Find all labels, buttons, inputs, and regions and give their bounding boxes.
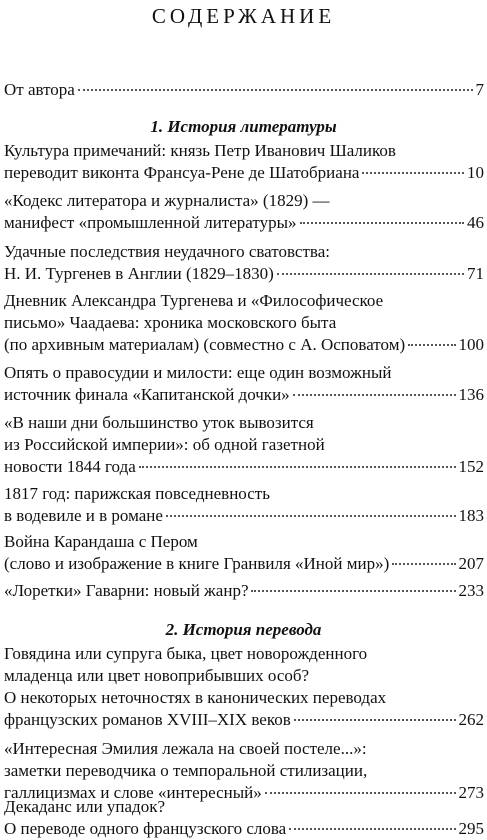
toc-entry-title-line: О некоторых неточностях в канонических переводах bbox=[4, 688, 387, 707]
toc-entry-title-line: 1817 год: парижская повседневность bbox=[4, 484, 270, 503]
dot-leader bbox=[166, 515, 456, 517]
toc-entry[interactable] bbox=[4, 412, 484, 478]
dot-leader bbox=[392, 563, 455, 565]
page-title: СОДЕРЖАНИЕ bbox=[151, 4, 336, 28]
toc-entry-title-line: Опять о правосудии и милости: еще один возможный bbox=[4, 363, 392, 382]
toc-entry[interactable] bbox=[4, 140, 484, 184]
toc-entry[interactable] bbox=[4, 290, 484, 356]
toc-page-number: 46 bbox=[467, 213, 484, 232]
section-heading: 2. История перевода bbox=[165, 620, 322, 639]
dot-leader bbox=[294, 719, 456, 721]
toc-entry[interactable] bbox=[4, 580, 484, 602]
toc-page-number: 295 bbox=[458, 819, 484, 838]
toc-entry-title-line: «В наши дни большинство уток вывозится bbox=[4, 413, 314, 432]
toc-entry[interactable] bbox=[4, 190, 484, 234]
toc-entry-title-line: французских романов XVIII–XIX веков bbox=[4, 710, 291, 729]
toc-entry-title-line: источник финала «Капитанской дочки» bbox=[4, 385, 290, 404]
toc-entry-title-line: Удачные последствия неудачного сватовства: bbox=[4, 242, 330, 261]
toc-entry-title-line: заметки переводчика о темпоральной стилизации, bbox=[4, 761, 368, 780]
toc-page-number: 100 bbox=[458, 335, 484, 354]
toc-entry-title-line: «Кодекс литератора и журналиста» (1829) — bbox=[4, 191, 330, 210]
dot-leader bbox=[139, 466, 456, 468]
toc-page-number: 71 bbox=[467, 264, 484, 283]
toc-page-number: 152 bbox=[458, 457, 484, 476]
toc-entry-title-line: «Интересная Эмилия лежала на своей постеле...»: bbox=[4, 739, 367, 758]
toc-entry-title-line: из Российской империи»: об одной газетной bbox=[4, 435, 325, 454]
toc-entry-title-line: О переводе одного французского слова bbox=[4, 819, 287, 838]
toc-entry-title-line: в водевиле и в романе bbox=[4, 506, 163, 525]
toc-entry-title-line: (по архивным материалам) (совместно с А. Осповатом) bbox=[4, 335, 406, 354]
toc-entry-title-line: (слово и изображение в книге Гранвиля «Иной мир») bbox=[4, 554, 390, 573]
toc-entry-title-line: переводит виконта Франсуа-Рене де Шатобриана bbox=[4, 163, 360, 182]
toc-entry[interactable] bbox=[4, 241, 484, 285]
dot-leader bbox=[78, 89, 473, 91]
toc-entry-title-line: Война Карандаша с Пером bbox=[4, 532, 198, 551]
toc-entry[interactable] bbox=[4, 796, 484, 840]
toc-entry-title-line: Декаданс или упадок? bbox=[4, 797, 166, 816]
toc-entry-title-line: новости 1844 года bbox=[4, 457, 136, 476]
toc-page-number: 136 bbox=[458, 385, 484, 404]
toc-entry[interactable] bbox=[4, 643, 484, 731]
toc-entry-title-line: письмо» Чаадаева: хроника московского быта bbox=[4, 313, 337, 332]
section-heading: 1. История литературы bbox=[150, 117, 337, 136]
toc-entry-title-line: младенца или цвет новоприбывших особ? bbox=[4, 666, 310, 685]
dot-leader bbox=[289, 828, 455, 830]
toc-page-number: 7 bbox=[475, 80, 484, 99]
dot-leader bbox=[362, 172, 464, 174]
toc-page-number: 262 bbox=[458, 710, 484, 729]
dot-leader bbox=[251, 590, 455, 592]
toc-entry[interactable] bbox=[4, 362, 484, 406]
toc-entry-title-line: От автора bbox=[4, 80, 75, 99]
toc-entry-title-line: «Лоретки» Гаварни: новый жанр? bbox=[4, 581, 249, 600]
dot-leader bbox=[300, 222, 465, 224]
dot-leader bbox=[293, 394, 456, 396]
toc-entry-title-line: Дневник Александра Тургенева и «Философическое bbox=[4, 291, 384, 310]
toc-entry[interactable] bbox=[4, 483, 484, 527]
toc-entry[interactable] bbox=[4, 79, 484, 101]
toc-page-number: 183 bbox=[458, 506, 484, 525]
toc-entry-title-line: Н. И. Тургенев в Англии (1829–1830) bbox=[4, 264, 274, 283]
toc-page-number: 207 bbox=[458, 554, 484, 573]
toc-page-number: 10 bbox=[467, 163, 484, 182]
dot-leader bbox=[265, 792, 456, 794]
toc-entry-title-line: Говядина или супруга быка, цвет новорожденного bbox=[4, 644, 368, 663]
dot-leader bbox=[408, 344, 455, 346]
toc-page-number: 233 bbox=[458, 581, 484, 600]
toc-entry[interactable] bbox=[4, 531, 484, 575]
toc-entry-title-line: манифест «промышленной литературы» bbox=[4, 213, 297, 232]
toc-entry-title-line: галлицизмах и слове «интересный» bbox=[4, 783, 262, 802]
toc-entry-title-line: Культура примечаний: князь Петр Иванович Шаликов bbox=[4, 141, 396, 160]
toc-entry[interactable] bbox=[4, 738, 484, 804]
dot-leader bbox=[277, 273, 464, 275]
toc-page-number: 273 bbox=[458, 783, 484, 802]
